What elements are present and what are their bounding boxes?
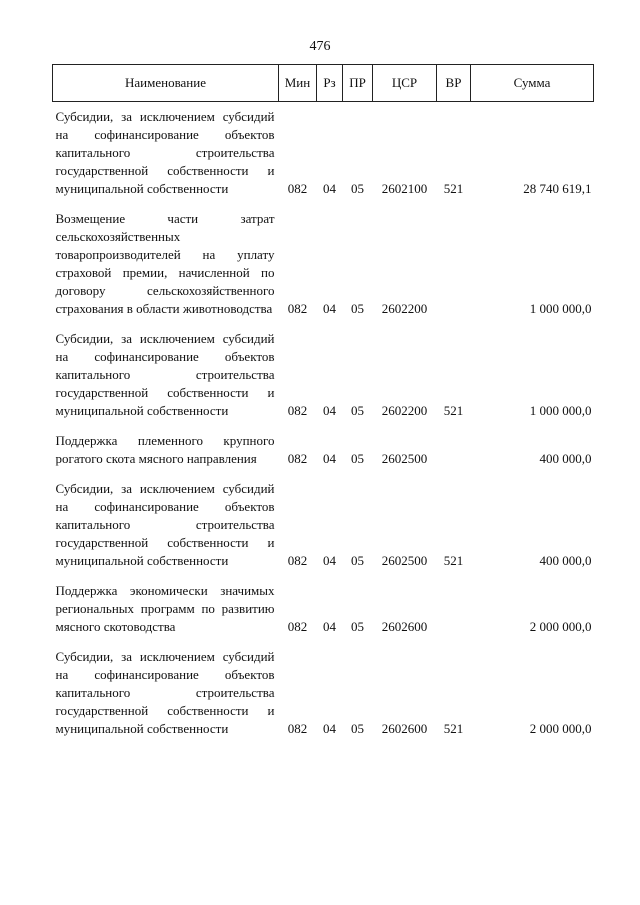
row-pr: 05 [351,553,364,568]
row-sum: 2 000 000,0 [529,721,592,736]
row-pr: 05 [351,181,364,196]
row-vr: 521 [443,721,464,736]
table-row [53,426,594,474]
page-number: 476 [309,39,331,54]
row-min: 082 [287,619,308,634]
row-rz: 04 [323,403,336,418]
row-min: 082 [287,721,308,736]
row-pr: 05 [351,403,364,418]
row-rz: 04 [323,619,336,634]
row-csr: 2602500 [381,451,428,466]
row-rz: 04 [323,451,336,466]
row-rz: 04 [323,301,336,316]
row-sum: 2 000 000,0 [529,619,592,634]
row-min: 082 [287,553,308,568]
row-csr: 2602200 [381,403,428,418]
row-vr: 521 [443,181,464,196]
row-sum: 400 000,0 [539,451,592,466]
row-name: Субсидии, за исключением субсидий на софинансирование объектов капитального строительства государственной собственности и муниципальной собственности [55,649,275,736]
row-min: 082 [287,403,308,418]
row-min: 082 [287,451,308,466]
row-rz: 04 [323,181,336,196]
row-name: Субсидии, за исключением субсидий на софинансирование объектов капитального строительства государственной собственности и муниципальной собственности [55,481,275,568]
row-name: Субсидии, за исключением субсидий на софинансирование объектов капитального строительства государственной собственности и муниципальной собственности [55,331,275,418]
row-csr: 2602100 [381,181,428,196]
row-sum: 28 740 619,1 [523,181,592,196]
row-sum: 1 000 000,0 [529,301,592,316]
header-rz: Рз [317,65,343,102]
row-pr: 05 [351,451,364,466]
row-csr: 2602500 [381,553,428,568]
table-row [53,324,594,426]
row-min: 082 [287,181,308,196]
row-sum: 400 000,0 [539,553,592,568]
header-pr: ПР [343,65,373,102]
row-rz: 04 [323,721,336,736]
row-vr [437,576,471,642]
header-min: Мин [279,65,317,102]
row-pr: 05 [351,301,364,316]
row-name: Возмещение части затрат сельскохозяйственных товаропроизводителей на уплату страховой премии, начисленной по договору сельскохозяйственного страхования в области животноводства [55,211,275,316]
row-pr: 05 [351,721,364,736]
table-row [53,102,594,205]
row-vr: 521 [443,553,464,568]
row-name: Субсидии, за исключением субсидий на софинансирование объектов капитального строительства государственной собственности и муниципальной собственности [55,109,275,196]
row-name: Поддержка племенного крупного рогатого скота мясного направления [55,433,275,466]
table-row [53,204,594,324]
table-row [53,576,594,642]
row-name: Поддержка экономически значимых региональных программ по развитию мясного скотоводства [55,583,275,634]
row-sum: 1 000 000,0 [529,403,592,418]
row-csr: 2602600 [381,619,428,634]
row-rz: 04 [323,553,336,568]
row-vr [437,204,471,324]
row-pr: 05 [351,619,364,634]
row-vr: 521 [443,403,464,418]
header-vr: ВР [437,65,471,102]
row-csr: 2602600 [381,721,428,736]
header-sum: Сумма [471,65,594,102]
header-csr: ЦСР [373,65,437,102]
row-csr: 2602200 [381,301,428,316]
row-min: 082 [287,301,308,316]
row-vr [437,426,471,474]
table-row [53,474,594,576]
budget-table [52,64,594,744]
table-row [53,642,594,744]
header-name: Наименование [53,65,279,102]
table-header-row [53,65,594,102]
